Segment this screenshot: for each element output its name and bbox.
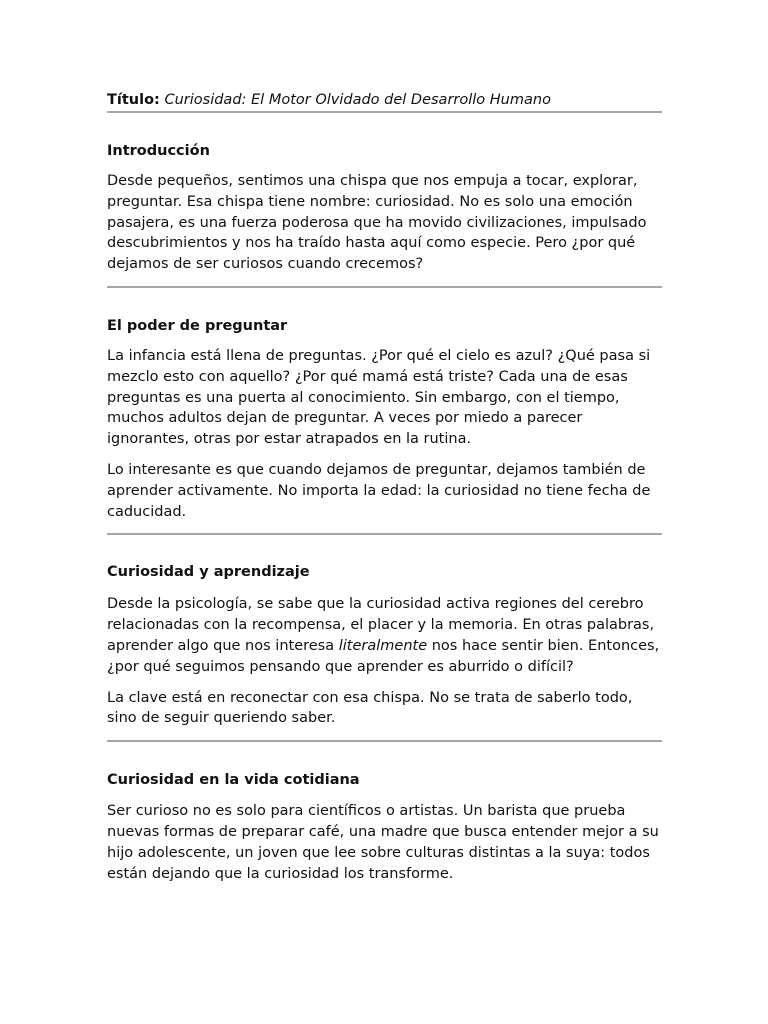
- section-el-poder-de-preguntar: [107, 316, 662, 522]
- document-title: [107, 90, 662, 111]
- section-heading: Curiosidad y aprendizaje: [107, 564, 310, 581]
- paragraph: La clave está en reconectar con esa chispa. No se trata de saberlo todo, sino de seguir queriendo saber.: [107, 689, 633, 727]
- paragraph: Ser curioso no es solo para científicos o artistas. Un barista que prueba nuevas formas de preparar café, una madre que busca entender mejor a su hijo adolescente, un joven que lee sobre culturas distintas a la suya: todos están dejando que la curiosidad los transforme.: [107, 803, 659, 882]
- emphasized-word: literalmente: [338, 637, 428, 654]
- section-divider: [107, 740, 662, 742]
- section-heading: Curiosidad en la vida cotidiana: [107, 772, 360, 789]
- document-page: [107, 90, 662, 884]
- paragraph: La infancia está llena de preguntas. ¿Por qué el cielo es azul? ¿Qué pasa si mezclo esto con aquello? ¿Por qué mamá está triste? Cada una de esas preguntas es una puerta al conocimiento. Sin embargo, con el tiempo, muchos adultos dejan de preguntar. A veces por miedo a parecer ignorantes, otras por estar atrapados en la rutina.: [107, 347, 651, 448]
- title-divider: [107, 111, 662, 113]
- section-introduccion: [107, 141, 662, 275]
- paragraph: Desde pequeños, sentimos una chispa que nos empuja a tocar, explorar, preguntar. Esa chispa tiene nombre: curiosidad. No es solo una emoción pasajera, es una fuerza poderosa que ha movido civilizaciones, impulsado descubrimientos y nos ha traído hasta aquí como especie. Pero ¿por qué dejamos de ser curiosos cuando crecemos?: [107, 173, 647, 273]
- paragraph: Lo interesante es que cuando dejamos de preguntar, dejamos también de aprender activamente. No importa la edad: la curiosidad no tiene fecha de caducidad.: [107, 461, 651, 520]
- section-curiosidad-y-aprendizaje: [107, 562, 662, 729]
- section-divider: [107, 533, 662, 535]
- paragraph-text: Desde la psicología, se sabe que la curiosidad activa regiones del cerebro relacionadas con la recompensa, el placer y la memoria. En otras palabras, aprender algo que nos interesa: [107, 596, 655, 654]
- title-label: Título:: [107, 92, 160, 108]
- paragraph-text: nos hace sentir bien. Entonces, ¿por qué seguimos pensando que aprender es aburrido o difícil?: [107, 637, 660, 675]
- section-heading: Introducción: [107, 143, 210, 159]
- section-heading: El poder de preguntar: [107, 317, 288, 334]
- section-divider: [107, 286, 662, 288]
- paragraph: [107, 594, 662, 677]
- title-text: Curiosidad: El Motor Olvidado del Desarrollo Humano: [164, 92, 551, 108]
- section-curiosidad-en-la-vida-cotidiana: [107, 770, 662, 884]
